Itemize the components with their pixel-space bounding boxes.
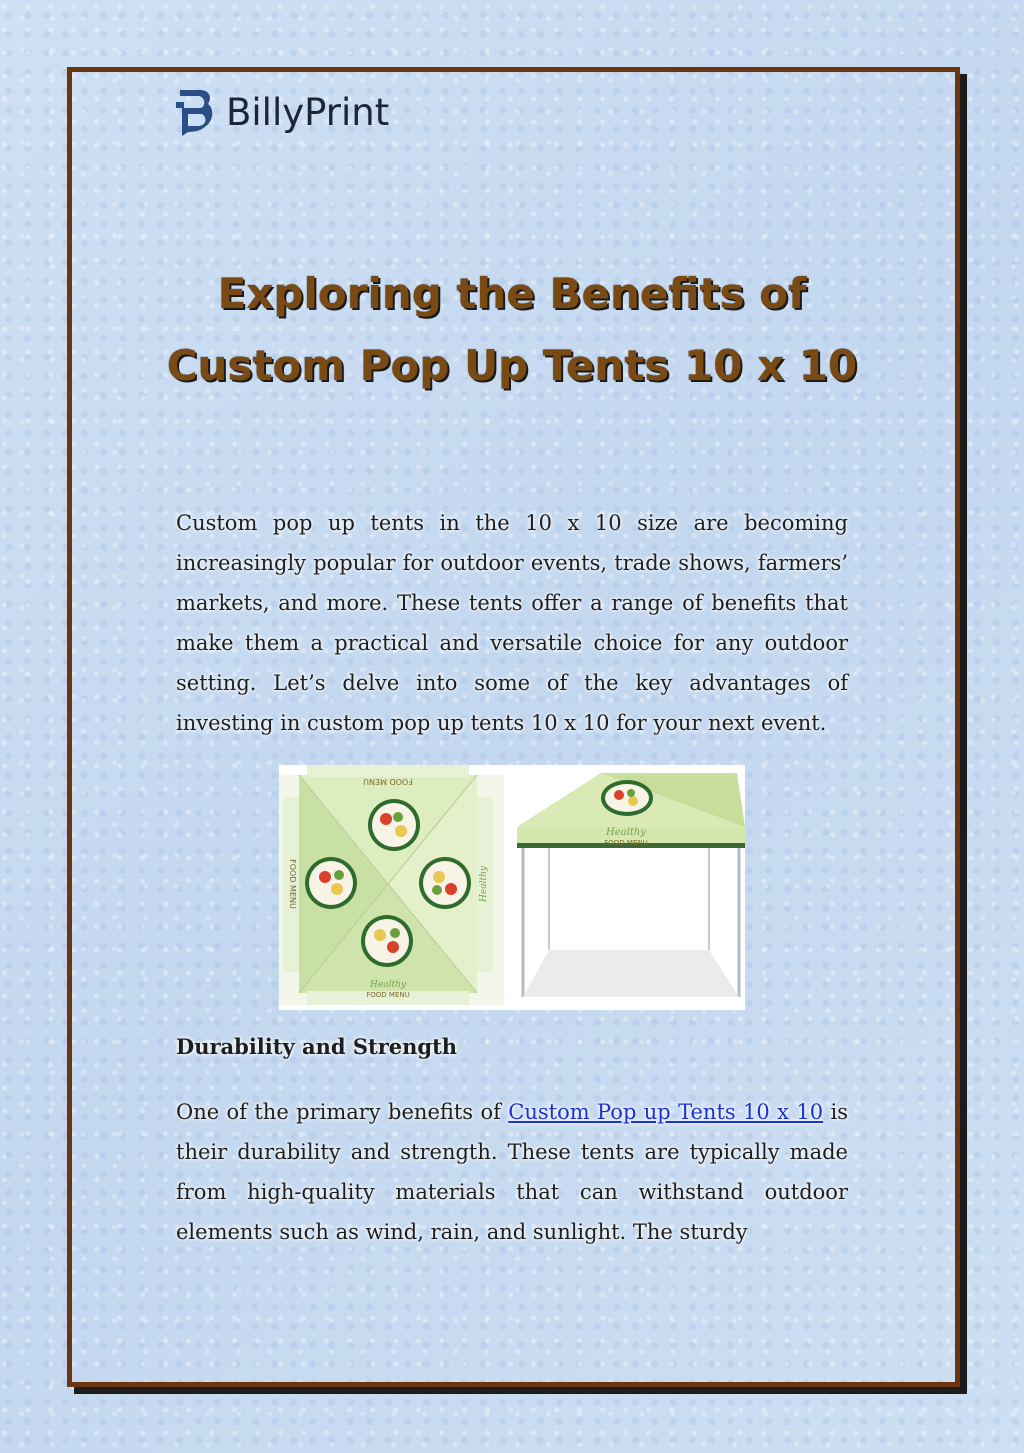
brand-name: BillyPrint — [226, 90, 390, 134]
canopy-label-left: FOOD MENU — [288, 859, 297, 909]
custom-pop-up-tents-link[interactable]: Custom Pop up Tents 10 x 10 — [508, 1100, 824, 1124]
section-text-end: is their durability and strength. These tents are typically made from high-quality materials that can withstand outdoor elements such as wind, rain, and sunlight. The sturdy — [176, 1100, 849, 1244]
canopy-label-top: FOOD MENU — [363, 777, 413, 786]
page-title — [100, 258, 924, 402]
food-plate-icon — [368, 799, 420, 851]
canopy-label-right: Healthy — [479, 866, 489, 902]
tent-3d — [517, 773, 745, 997]
canopy-layout — [279, 765, 504, 1005]
section-heading: Durability and Strength — [176, 1034, 458, 1059]
title-line-2: Custom Pop Up Tents 10 x 10 — [166, 341, 858, 390]
tent-script-label: Healthy — [606, 827, 646, 838]
tent-illustration-svg — [279, 765, 745, 1010]
food-plate-icon — [361, 915, 413, 967]
food-plate-icon — [419, 857, 471, 909]
canopy-script-bottom: Healthy — [370, 980, 406, 990]
canopy-label-bottom: FOOD MENU — [366, 991, 410, 999]
food-plate-icon — [601, 780, 653, 816]
brand-logo[interactable] — [176, 86, 389, 138]
tent-illustration — [279, 765, 745, 1010]
title-line-1: Exploring the Benefits of — [217, 269, 807, 318]
section-text-start: One of the primary benefits of — [176, 1100, 509, 1124]
food-plate-icon — [305, 857, 357, 909]
section-paragraph — [176, 1092, 848, 1252]
intro-paragraph: Custom pop up tents in the 10 x 10 size are becoming increasingly popular for outdoor events, trade shows, farmers’ markets, and more. These tents offer a range of benefits that make them a practical and versatile choice for any outdoor setting. Let’s delve into some of the key advantages of investing in custom pop up tents 10 x 10 for your next event. — [176, 511, 848, 735]
billyprint-logo-icon — [176, 86, 216, 138]
tent-food-menu-label: FOOD MENU — [604, 839, 648, 847]
